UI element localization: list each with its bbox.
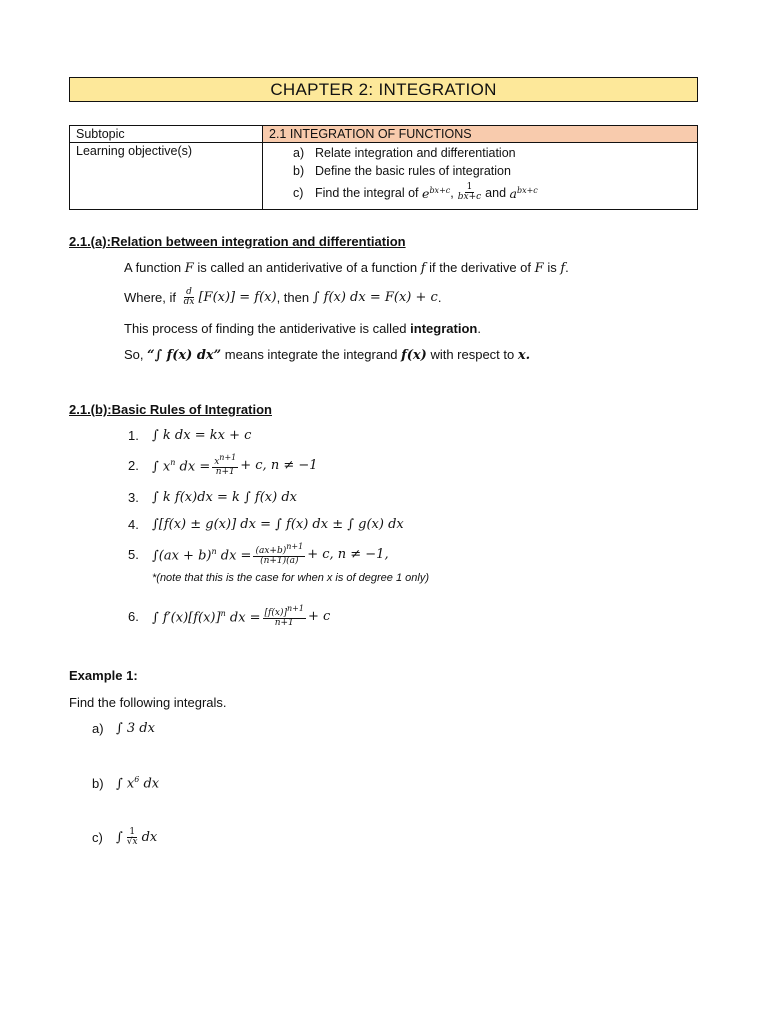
rule-6: 6. ∫ $f'(x)[f(x)]^n$ dx = $\frac{[f(x)]^{n+1}}{n+1}$ + c [128,604,331,629]
subtopic-value: 2.1 INTEGRATION OF FUNCTIONS [263,126,698,143]
formula-power: $a^{bx+c}$ [509,186,538,202]
objective-letter: a) [293,146,305,160]
objective-letter: c) [293,185,304,200]
objective-text: Relate integration and differentiation [315,146,516,160]
objective-item [269,144,691,162]
objective-text: Define the basic rules of integration [315,164,511,178]
objective-letter: b) [293,164,305,178]
objectives-list [269,144,691,205]
rule-4: 4. ∫[f(x) ± g(x)] dx = ∫ f(x) dx ± ∫ g(x) dx [128,517,404,532]
rule-5: 5. ∫(ax + b)$^n$ dx = $\frac{(ax+b)^{n+1}}{(n+1)(a)}$ + c, n ≠ −1, [128,542,389,567]
derivative-relation-line: Where, if $\frac{d}{dx}$ [F(x)] = f(x) , then ∫ f(x) dx = F(x) + c . [124,287,442,308]
example-item-b: b) ∫ $x^6$ dx [92,775,160,792]
rule-5-note: *(note that this is the case for when x is of degree 1 only) [152,572,429,584]
subtopic-table [69,125,698,210]
objective-item [269,162,691,180]
objectives-cell [263,143,698,210]
objective-text: Find the integral of [315,185,419,200]
section-b-heading: 2.1.(b):Basic Rules of Integration [69,402,272,417]
example-heading: Example 1: [69,668,138,683]
example-item-a: a) ∫ 3 dx [92,721,155,736]
objectives-label: Learning objective(s) [70,143,263,210]
notation-line: So, “∫ f(x) dx” means integrate the integrand f(x) with respect to x. [124,347,531,363]
subtopic-label: Subtopic [70,126,263,143]
definition-line: A function F is called an antiderivative of a function f if the derivative of F is f. [124,260,569,276]
section-a-heading: 2.1.(a):Relation between integration and differentiation [69,234,406,249]
objective-item: c) Find the integral of $e^{bx+c}$ , $\frac{1}{bx+c}$ and $a^{bx+c}$ [269,180,691,205]
integration-definition-line: This process of finding the antiderivative is called integration. [124,321,481,336]
formula-reciprocal: $\frac{1}{bx+c}$ [457,181,482,203]
formula-exp: $e^{bx+c}$ [422,186,451,202]
example-instruction: Find the following integrals. [69,695,227,710]
and-word: and [485,185,507,200]
example-item-c: c) ∫ $\frac{1}{√x}$ dx [92,827,158,848]
rule-3: 3. ∫ k f(x)dx = k ∫ f(x) dx [128,490,297,505]
rule-1: 1. ∫ k dx = kx + c [128,428,252,443]
rule-2: 2. ∫ $x^n$ dx = $\frac{x^{n+1}}{n+1}$ + c, n ≠ −1 [128,453,318,478]
chapter-title: CHAPTER 2: INTEGRATION [69,77,698,102]
